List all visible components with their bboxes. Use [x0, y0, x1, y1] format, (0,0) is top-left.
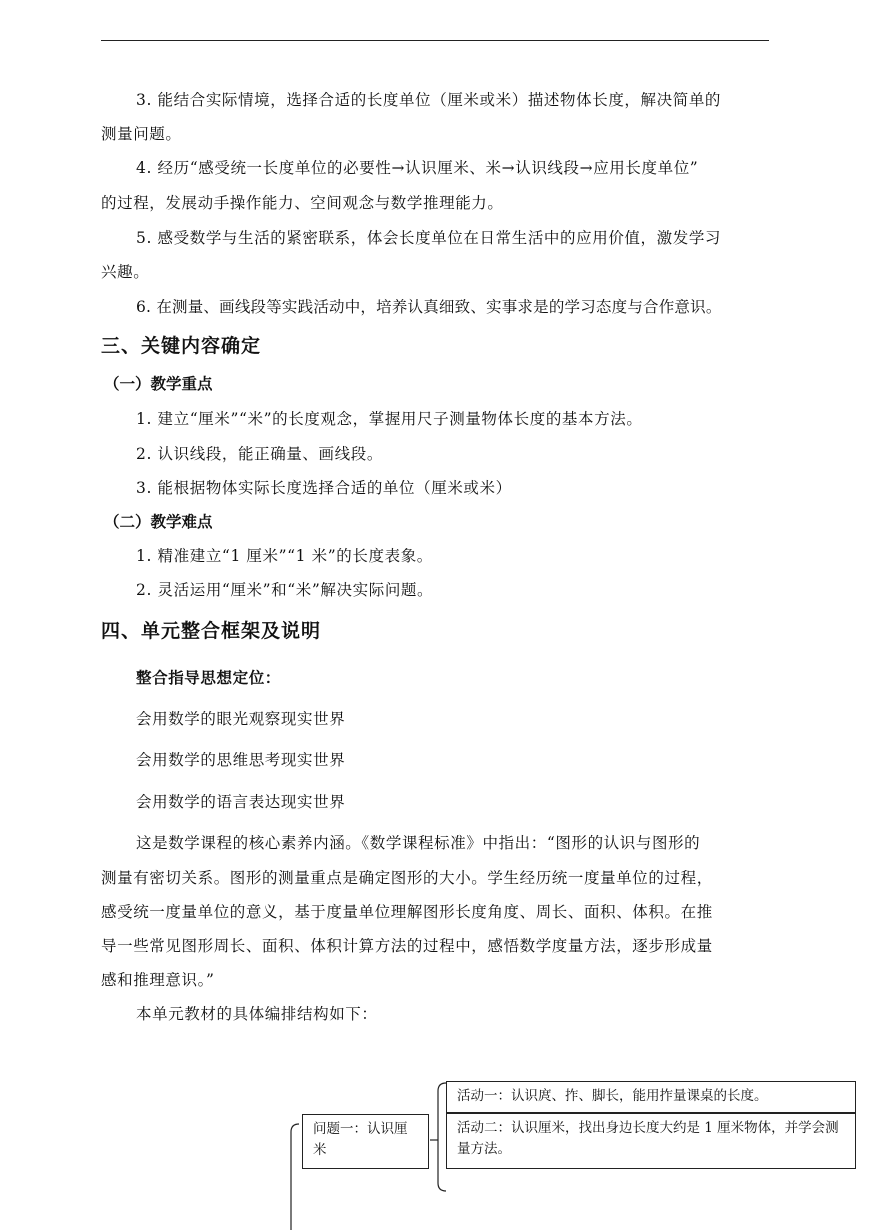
difficulty-item-2: 2. 灵活运用“厘米”和“米”解决实际问题。 — [136, 581, 434, 599]
activity-1-label: 活动一：认识庹、拃、脚长，能用拃量课桌的长度。 — [457, 1088, 768, 1104]
guide-item-3: 会用数学的语言表达现实世界 — [136, 793, 346, 811]
focus-item-3: 3. 能根据物体实际长度选择合适的单位（厘米或米） — [136, 479, 512, 497]
teaching-focus-heading: （一）教学重点 — [104, 375, 213, 393]
focus-item-2: 2. 认识线段，能正确量、画线段。 — [136, 445, 383, 463]
paragraph-line-4: 导一些常见图形周长、面积、体积计算方法的过程中，感悟数学度量方法，逐步形成量 — [101, 937, 713, 955]
teaching-difficulty-heading: （二）教学难点 — [104, 513, 213, 531]
question-1-label: 问题一：认识厘米 — [313, 1121, 408, 1158]
guide-item-1: 会用数学的眼光观察现实世界 — [136, 710, 346, 728]
paragraph-line-3: 感受统一度量单位的意义，基于度量单位理解图形长度角度、周长、面积、体积。在推 — [101, 903, 713, 921]
objective-4-line-2: 的过程，发展动手操作能力、空间观念与数学推理能力。 — [101, 194, 504, 212]
section-3-heading: 三、关键内容确定 — [101, 335, 262, 357]
guide-item-2: 会用数学的思维思考现实世界 — [136, 751, 346, 769]
objective-6-line-1: 6. 在测量、画线段等实践活动中，培养认真细致、实事求是的学习态度与合作意识。 — [136, 298, 722, 316]
guide-heading: 整合指导思想定位： — [136, 669, 281, 687]
objective-3-line-1: 3. 能结合实际情境，选择合适的长度单位（厘米或米）描述物体长度，解决简单的 — [136, 91, 722, 109]
paragraph-line-1: 这是数学课程的核心素养内涵。《数学课程标准》中指出：“图形的认识与图形的 — [136, 834, 701, 852]
objective-3-line-2: 测量问题。 — [101, 125, 182, 143]
focus-item-1: 1. 建立“厘米”“米”的长度观念，掌握用尺子测量物体长度的基本方法。 — [136, 410, 643, 428]
difficulty-item-1: 1. 精准建立“1 厘米”“1 米”的长度表象。 — [136, 547, 433, 565]
paragraph-line-2: 测量有密切关系。图形的测量重点是确定图形的大小。学生经历统一度量单位的过程， — [101, 869, 713, 887]
objective-5-line-1: 5. 感受数学与生活的紧密联系，体会长度单位在日常生活中的应用价值，激发学习 — [136, 229, 722, 247]
objective-4-line-1: 4. 经历“感受统一长度单位的必要性→认识厘米、米→认识线段→应用长度单位” — [136, 159, 699, 177]
section-4-heading: 四、单元整合框架及说明 — [101, 620, 322, 642]
activity-2-box — [446, 1113, 856, 1169]
question-1-box — [302, 1114, 429, 1169]
activity-2-label: 活动二：认识厘米，找出身边长度大约是 1 厘米物体，并学会测量方法。 — [457, 1120, 839, 1157]
paragraph-line-5: 感和推理意识。” — [101, 971, 215, 989]
activity-1-box — [446, 1081, 856, 1113]
structure-intro: 本单元教材的具体编排结构如下： — [136, 1005, 378, 1023]
objective-5-line-2: 兴趣。 — [101, 263, 150, 281]
